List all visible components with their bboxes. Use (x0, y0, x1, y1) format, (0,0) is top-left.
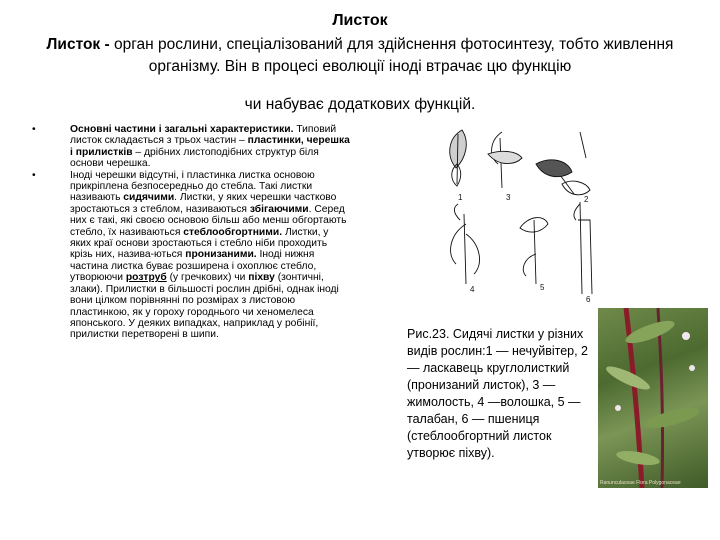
term-parts: пластинки, черешка і прилистків (70, 135, 350, 158)
term-sheath: піхву (248, 272, 275, 284)
figure-number-1: 1 (458, 193, 463, 202)
bullet-icon: • (32, 169, 36, 181)
leaf-drawing-1 (450, 130, 467, 186)
term-perfoliate: пронизаними. (185, 249, 257, 261)
photo-credit: Ranunculaceae Flora Polygonaceae (600, 480, 681, 486)
leaf-drawing-5 (520, 218, 548, 284)
bullet-list (32, 124, 352, 341)
leaf-drawings-figure (440, 124, 600, 304)
plant-photo (598, 308, 708, 488)
term-decurrent: збігаючими (249, 203, 309, 215)
figure-number-2: 2 (584, 195, 589, 204)
intro-lead: Листок - (46, 36, 110, 53)
leaf-drawing-3 (488, 132, 522, 188)
bullet-heading: Основні частини і загальні характеристики. (70, 124, 294, 135)
bullet-icon: • (32, 124, 36, 135)
plant-photo-image (598, 308, 708, 488)
term-ochrea: розтруб (125, 272, 167, 284)
leaf-drawing-2 (536, 132, 590, 195)
figure-number-3: 3 (506, 193, 511, 202)
bullet-item-1: • Основні частини і загальні характеристики. Типовий листок складається з трьох частин – пластинки, черешка і прилистків – дрібних листоподібних структур біля основи черешка. (32, 124, 350, 170)
figure-number-6: 6 (586, 295, 591, 304)
intro-last-line: чи набуває додаткових функцій. (244, 96, 476, 113)
intro-text: орган рослини, спеціалізований для здійснення фотосинтезу, тобто живлення організму. Він в процесі еволюції іноді втрачає цю функцію (109, 36, 674, 75)
leaf-drawing-6 (574, 202, 592, 294)
slide-title: Листок (332, 12, 388, 29)
figure-caption: Рис.23. Сидячі листки у різних видів рослин:1 — нечуйвітер, 2 — ласкавець круглолисткий (пронизаний листок), 3 —жимолость, 4 —волошка, 5 — талабан, 6 — пшениця (стеблообгортний листок утворює піхву). (407, 327, 588, 460)
bullet-item-2: • Іноді черешки відсутні, і пластинка листка основою прикріплена безпосередньо до стебла. Такі листки називають сидячими. Листки, у яких черешки частково зростаються з стеблом, називаються збігаючими. Серед них є такі, які своєю основою більш або менш обгортають стебло, їх називаються стеблообгортними. Листки, у яких краї основи зростаються і стебло ніби проходить крізь них, назива-ються пронизаними. Іноді нижня частина листка буває розширена і охоплює стебло, утворюючи розтруб (у гречкових) чи піхву (зонтичні, злаки). Прилистки в більшості рослин дрібні, однак іноді вони цілком порівнянні по розмірах з листовою пластинкою, як у гороху городнього чи хеномелеса японського. У деяких випадках, наприклад у робінії, прилистки перетворені в шипи. (32, 169, 347, 341)
term-amplexicaul: стеблообгортними. (183, 226, 283, 238)
figure-number-5: 5 (540, 283, 545, 292)
figure-number-4: 4 (470, 285, 475, 294)
intro-paragraph (20, 34, 700, 78)
term-sessile: сидячими (123, 192, 175, 204)
leaf-drawing-4 (451, 204, 480, 284)
